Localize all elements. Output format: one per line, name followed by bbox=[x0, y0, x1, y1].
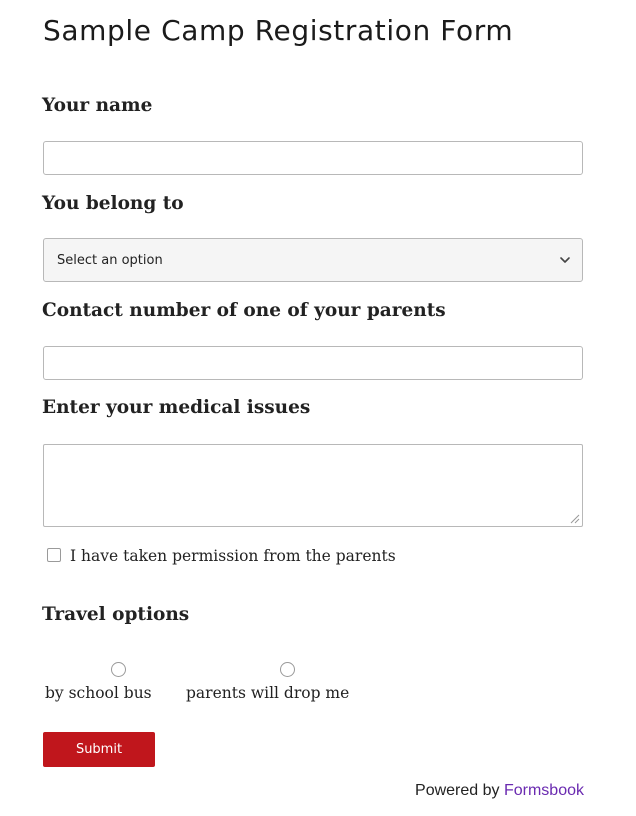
belong-label: You belong to bbox=[42, 193, 184, 214]
medical-textarea[interactable] bbox=[43, 444, 583, 527]
powered-by bbox=[415, 782, 584, 800]
submit-button[interactable]: Submit bbox=[43, 732, 155, 767]
powered-by-text: Powered by bbox=[415, 782, 500, 799]
belong-select-value: Select an option bbox=[57, 253, 163, 268]
travel-option-bus-label: by school bus bbox=[45, 684, 152, 702]
permission-label: I have taken permission from the parents bbox=[70, 547, 396, 565]
travel-radio-bus[interactable] bbox=[111, 662, 126, 677]
name-label: Your name bbox=[42, 95, 153, 116]
page-title: Sample Camp Registration Form bbox=[43, 14, 514, 47]
travel-option-parents-label: parents will drop me bbox=[186, 684, 350, 702]
belong-select[interactable] bbox=[43, 238, 583, 282]
travel-label: Travel options bbox=[42, 604, 190, 625]
travel-radio-parents[interactable] bbox=[280, 662, 295, 677]
name-input[interactable] bbox=[43, 141, 583, 175]
resize-grip-icon[interactable] bbox=[568, 512, 580, 524]
contact-label: Contact number of one of your parents bbox=[42, 300, 446, 321]
permission-checkbox[interactable] bbox=[47, 548, 61, 562]
chevron-down-icon bbox=[558, 253, 572, 267]
medical-label: Enter your medical issues bbox=[42, 397, 311, 418]
formsbook-link[interactable]: Formsbook bbox=[503, 782, 584, 799]
contact-input[interactable] bbox=[43, 346, 583, 380]
